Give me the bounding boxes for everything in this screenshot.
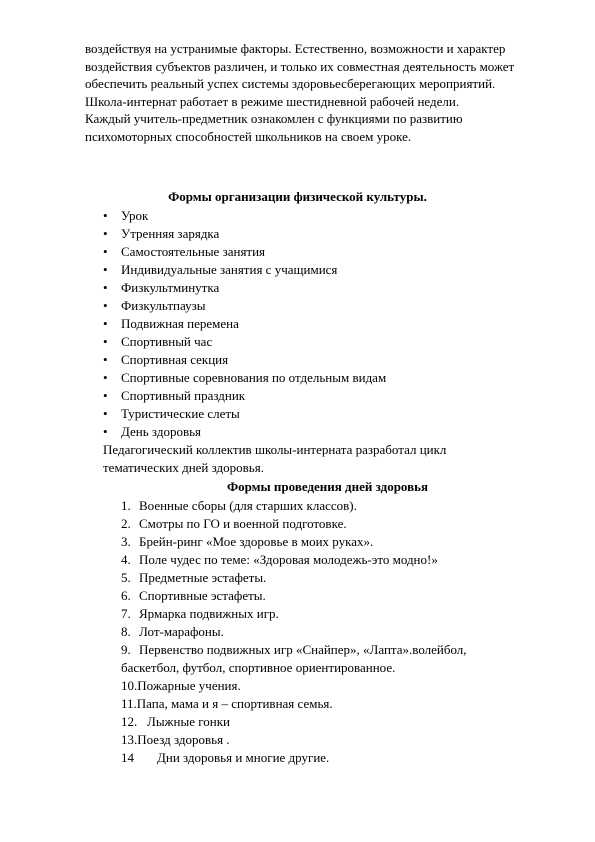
collective-line-2: тематических дней здоровья. xyxy=(103,460,264,475)
bullet-icon: • xyxy=(103,316,108,331)
bullet-icon: • xyxy=(103,406,108,421)
document-page: воздействуя на устранимые факторы. Естественно, возможности и характер воздействия субъектов различен, и только их совместная деятельность может обеспечить реальный успех системы здоровьесберегающих мероприятий. Школа-интернат работает в режиме шестидневной рабочей недели. Каждый учитель-предметник ознакомлен с функциями по развитию психомоторных способностей школьников на своем уроке. Формы организации физической культуры. • Урок • Утренняя зарядка • Самостоятельные занятия • Индивидуальные занятия с учащимися • Физкультминутка • Физкультпаузы • Подвижная перемена • Спортивный час • Спортивная секция • Спортивные соревнования по отдельным видам • Спортивный праздник • Туристические слеты • День здоровья Педагогический коллектив школы-интерната разработал цикл тематических дней здоровья. Формы проведения дней здоровья 1. Военные сборы (для старших классов). 2. Смотры по ГО и военной подготовке. 3. Брейн-ринг «Мое здоровье в моих руках». 4. Поле чудес по теме: «Здоровая молодежь-это модно!» 5. Предметные эстафеты. 6. Спортивные эстафеты. 7. Ярмарка подвижных игр. 8. Лот-марафоны. 9. Первенство подвижных игр «Снайпер», «Лапта».волейбол, баскетбол, футбол, спортивное ориентированное. 10.Пожарные учения. 11.Папа, мама и я – спортивная семья. 12. Лыжные гонки 13.Поезд здоровья . 14 Дни здоровья и многие другие. xyxy=(0,0,595,842)
bullet-icon: • xyxy=(103,370,108,385)
bullet-icon: • xyxy=(103,262,108,277)
bullet-icon: • xyxy=(103,280,108,295)
bullet-icon: • xyxy=(103,424,108,439)
bullet-icon: • xyxy=(103,208,108,223)
teacher-line-1: Каждый учитель-предметник ознакомлен с функциями по развитию xyxy=(85,111,463,126)
bullet-icon: • xyxy=(103,244,108,259)
intro-line-3: обеспечить реальный успех системы здоровьесберегающих мероприятий. xyxy=(85,76,496,91)
bullet-icon: • xyxy=(103,388,108,403)
regime-line: Школа-интернат работает в режиме шестидневной рабочей недели. xyxy=(85,93,460,109)
health-days-heading: Формы проведения дней здоровья xyxy=(226,479,429,494)
intro-line-1: воздействуя на устранимые факторы. Естественно, возможности и характер xyxy=(85,41,506,56)
collective-line-1: Педагогический коллектив школы-интерната разработал цикл xyxy=(103,442,447,457)
bullet-icon: • xyxy=(103,226,108,241)
forms-heading: Формы организации физической культуры. xyxy=(168,189,427,204)
intro-line-2: воздействия субъектов различен, и только их совместная деятельность может xyxy=(85,58,515,74)
bullet-icon: • xyxy=(103,298,108,313)
teacher-line-2: психомоторных способностей школьников на своем уроке. xyxy=(85,128,412,144)
bullet-icon: • xyxy=(103,334,108,349)
bullet-icon: • xyxy=(103,352,108,367)
